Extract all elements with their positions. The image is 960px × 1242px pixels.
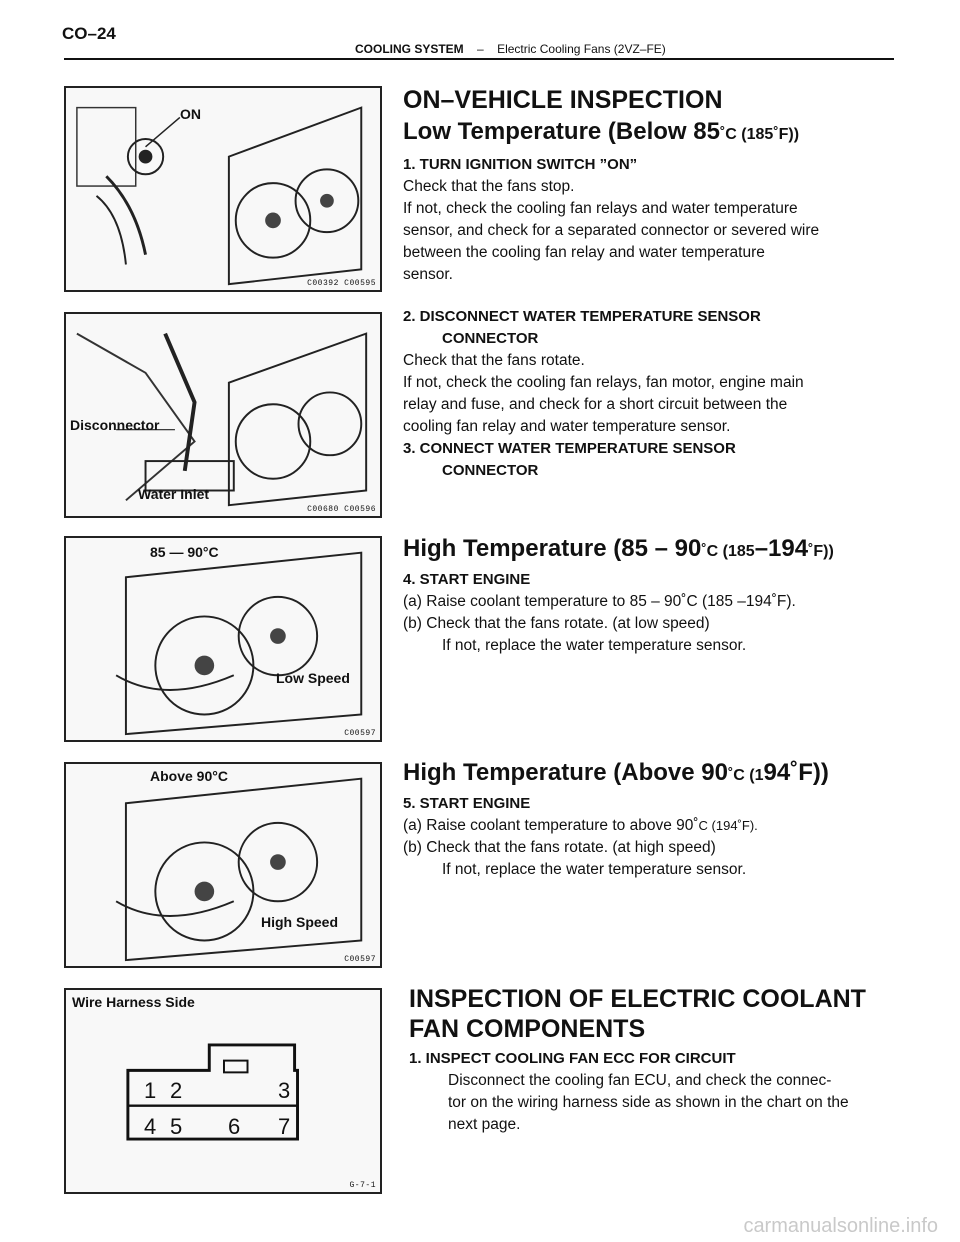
subsection-title-low-temp: Low Temperature (Below 85˚C (185˚F)) — [403, 118, 800, 145]
subsection-title-high-temp: High Temperature (85 – 90˚C (185–194˚F)) — [403, 535, 834, 562]
connector-outline — [66, 990, 380, 1192]
figure-code: G-7-1 — [349, 1181, 376, 1190]
label-temp-range: 85 — 90°C — [150, 544, 219, 560]
section-title-fan-components-2: FAN COMPONENTS — [409, 1015, 646, 1043]
step-5-b-cont: If not, replace the water temperature sensor. — [442, 861, 747, 878]
section-title-fan-components-1: INSPECTION OF ELECTRIC COOLANT — [409, 985, 866, 1013]
label-low-speed: Low Speed — [276, 670, 350, 686]
subsection-title-above-90: High Temperature (Above 90˚C (194˚F)) — [403, 759, 829, 786]
section-on-vehicle-inspection — [403, 85, 903, 286]
label-high-speed: High Speed — [261, 914, 339, 930]
figure-code: C00597 — [344, 955, 376, 964]
low-speed-fan-illustration — [66, 538, 380, 740]
step-2-text: Check that the fans rotate. If not, check the cooling fan relays, fan motor, engine main relay and fuse, and check for a short circuit between the cooling fan relay and water temperature sensor. — [403, 352, 804, 435]
watermark: carmanualsonline.info — [743, 1215, 938, 1237]
figure-connector — [64, 988, 382, 1194]
step-4-heading: 4. START ENGINE — [403, 571, 531, 588]
header-rule — [64, 58, 894, 60]
step-4-b: (b) Check that the fans rotate. (at low speed) — [403, 615, 710, 632]
section-high-temp-above-90 — [403, 758, 903, 881]
header-subsection: Electric Cooling Fans (2VZ–FE) — [497, 42, 666, 56]
step-5-a: (a) Raise coolant temperature to above 90˚C (194˚F). — [403, 817, 758, 834]
label-wire-harness-side: Wire Harness Side — [72, 994, 195, 1010]
figure-code: C00680 C00596 — [307, 505, 376, 514]
step-5-b: (b) Check that the fans rotate. (at high speed) — [403, 839, 716, 856]
figure-disconnector — [64, 312, 382, 518]
step-1-heading: 1. TURN IGNITION SWITCH ”ON” — [403, 156, 638, 173]
pin-5: 5 — [170, 1114, 183, 1139]
figure-ignition-fans — [64, 86, 382, 292]
running-header — [355, 42, 666, 56]
header-section: COOLING SYSTEM — [355, 42, 464, 56]
pin-7: 7 — [278, 1114, 291, 1139]
label-water-inlet: Water Inlet — [138, 486, 210, 502]
figure-code: C00392 C00595 — [307, 279, 376, 288]
step-2-heading: 2. DISCONNECT WATER TEMPERATURE SENSOR CONNECTOR — [403, 308, 761, 347]
step-2-block — [403, 306, 903, 482]
pin-6: 6 — [228, 1114, 241, 1139]
step-3-heading: 3. CONNECT WATER TEMPERATURE SENSOR CONNECTOR — [403, 440, 736, 479]
section-title: ON–VEHICLE INSPECTION — [403, 86, 723, 114]
section-high-temp-85-90 — [403, 534, 903, 657]
figure-low-speed — [64, 536, 382, 742]
page-number: CO–24 — [62, 24, 116, 43]
inspect-step-heading: 1. INSPECT COOLING FAN ECC FOR CIRCUIT — [409, 1050, 736, 1067]
pin-4: 4 — [144, 1114, 157, 1139]
pin-3: 3 — [278, 1078, 291, 1103]
label-on: ON — [180, 106, 201, 122]
step-1-text: Check that the fans stop. If not, check the cooling fan relays and water temperature sensor, and check for a separated connector or severed wire between the cooling fan relay and water temperature sensor. — [403, 178, 820, 283]
pin-1: 1 — [144, 1078, 157, 1103]
step-4-a: (a) Raise coolant temperature to 85 – 90˚C (185 –194˚F). — [403, 593, 796, 610]
label-above-temp: Above 90°C — [150, 768, 228, 784]
disconnector-illustration — [66, 314, 380, 516]
high-speed-fan-illustration — [66, 764, 380, 966]
ignition-fan-illustration — [66, 88, 380, 290]
step-5-heading: 5. START ENGINE — [403, 795, 531, 812]
figure-high-speed — [64, 762, 382, 968]
inspect-step-text: Disconnect the cooling fan ECU, and check the connec- tor on the wiring harness side as shown in the chart on the next page. — [448, 1072, 849, 1133]
header-separator: – — [477, 42, 484, 56]
label-disconnector: Disconnector — [70, 417, 160, 433]
section-fan-components — [409, 984, 909, 1136]
pin-2: 2 — [170, 1078, 183, 1103]
figure-code: C00597 — [344, 729, 376, 738]
step-4-b-cont: If not, replace the water temperature sensor. — [442, 637, 747, 654]
